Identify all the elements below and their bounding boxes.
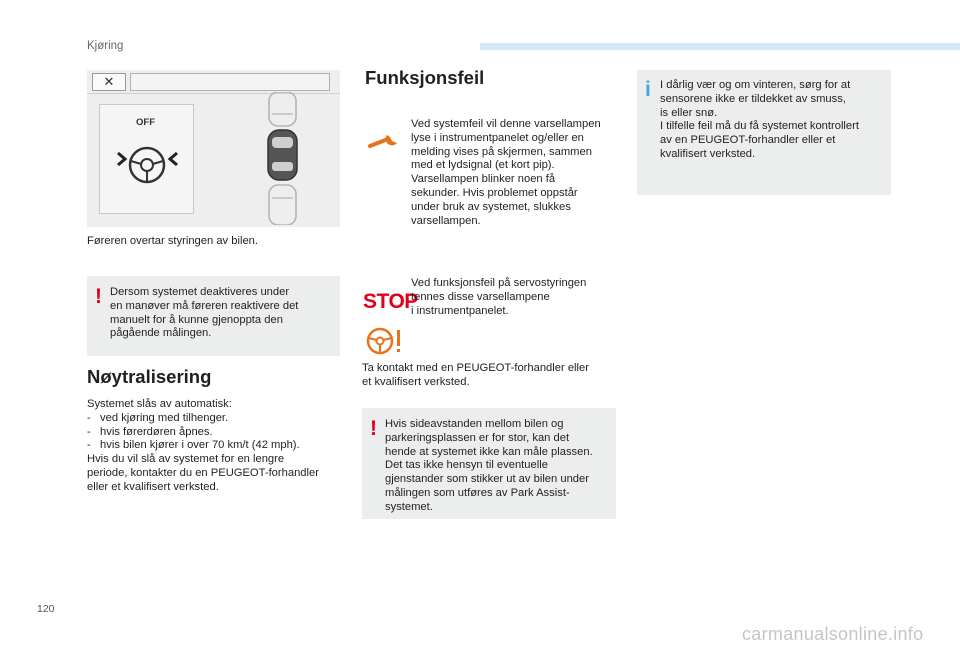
funksjonsfeil-heading: Funksjonsfeil <box>365 67 485 88</box>
note-line: Det tas ikke hensyn til eventuelle <box>385 459 548 472</box>
note-line: systemet. <box>385 500 433 513</box>
steering-fault-icon <box>366 326 402 358</box>
text-line: Ved systemfeil vil denne varsellampen <box>411 118 601 130</box>
text-line: - hvis førerdøren åpnes. <box>87 425 213 438</box>
note-line: gjenstander som stikker ut av bilen under <box>385 473 589 486</box>
text-line: Varsellampen blinker noen få <box>411 173 556 186</box>
note-line: Dersom systemet deaktiveres under <box>110 286 290 298</box>
note-line: pågående målingen. <box>110 327 212 340</box>
note-line: en manøver må føreren reaktivere det <box>110 299 299 312</box>
text-line: Ved funksjonsfeil på servostyringen <box>411 277 587 289</box>
text-line: et kvalifisert verksted. <box>362 375 470 388</box>
text-line: eller et kvalifisert verksted. <box>87 480 219 493</box>
text-line: Ta kontakt med en PEUGEOT-forhandler eller <box>362 362 589 374</box>
info-icon: i <box>645 78 651 101</box>
note-line: parkeringsplassen er for stor, kan det <box>385 431 570 444</box>
header-bar <box>480 43 960 50</box>
text-line: tennes disse varsellampene <box>411 290 550 303</box>
noytralisering-text <box>87 398 347 495</box>
note-line: hende at systemet ikke kan måle plassen. <box>385 445 593 458</box>
close-icon: ✕ <box>92 73 126 91</box>
stop-warning-icon: STOP <box>363 290 418 313</box>
distance-warning-note <box>362 408 616 519</box>
text-line: sekunder. Hvis problemet oppstår <box>411 186 578 199</box>
text-line: periode, kontakter du en PEUGEOT-forhandler <box>87 466 319 479</box>
weather-info-note <box>637 70 891 195</box>
text-line: - hvis bilen kjører i over 70 km/t (42 mph). <box>87 439 300 452</box>
note-line: manuelt for å kunne gjenoppta den <box>110 313 283 326</box>
noytralisering-heading: Nøytralisering <box>87 366 212 387</box>
text-line: Hvis du vil slå av systemet for en lengre <box>87 453 285 466</box>
text-line: med et lydsignal (et kort pip). <box>411 159 555 172</box>
text-line: Systemet slås av automatisk: <box>87 398 232 410</box>
screen-message-field <box>130 73 330 91</box>
weather-info-text <box>660 79 886 162</box>
warning-icon: ! <box>370 417 377 440</box>
contact-dealer-text <box>362 362 612 390</box>
text-line: under bruk av systemet, slukkes <box>411 200 571 213</box>
note-line: sensorene ikke er tildekket av smuss, <box>660 92 846 105</box>
note-line: is eller snø. <box>660 106 718 119</box>
text-line: lyse i instrumentpanelet og/eller en <box>411 131 584 144</box>
illustration-caption: Føreren overtar styringen av bilen. <box>87 235 258 247</box>
note-line: av en PEUGEOT-forhandler eller et <box>660 134 836 147</box>
note-line: Hvis sideavstanden mellom bilen og <box>385 418 564 430</box>
distance-warning-text <box>385 418 613 515</box>
note-line: kvalifisert verksted. <box>660 147 756 160</box>
system-fault-text <box>411 118 619 228</box>
deactivation-warning-text <box>110 286 330 341</box>
note-line: I tilfelle feil må du få systemet kontrollert <box>660 120 859 133</box>
steering-wheel-icon <box>100 131 195 211</box>
page-number: 120 <box>37 603 55 615</box>
off-panel <box>99 104 194 214</box>
steering-fault-text <box>411 277 611 318</box>
wrench-icon <box>368 133 400 151</box>
section-label: Kjøring <box>87 40 124 52</box>
text-line: varsellampen. <box>411 214 481 227</box>
watermark: carmanualsonline.info <box>742 624 924 644</box>
text-line: - ved kjøring med tilhenger. <box>87 411 229 424</box>
deactivation-warning-note <box>87 276 340 356</box>
warning-icon: ! <box>95 285 102 308</box>
note-line: I dårlig vær og om vinteren, sørg for at <box>660 79 851 91</box>
off-label: OFF <box>136 117 155 128</box>
screen-top-bar <box>87 70 340 94</box>
car-top-view-icon <box>262 92 307 225</box>
note-line: målingen som utføres av Park Assist- <box>385 486 570 499</box>
text-line: i instrumentpanelet. <box>411 304 509 317</box>
text-line: melding vises på skjermen, sammen <box>411 145 592 158</box>
park-assist-illustration <box>87 70 340 227</box>
